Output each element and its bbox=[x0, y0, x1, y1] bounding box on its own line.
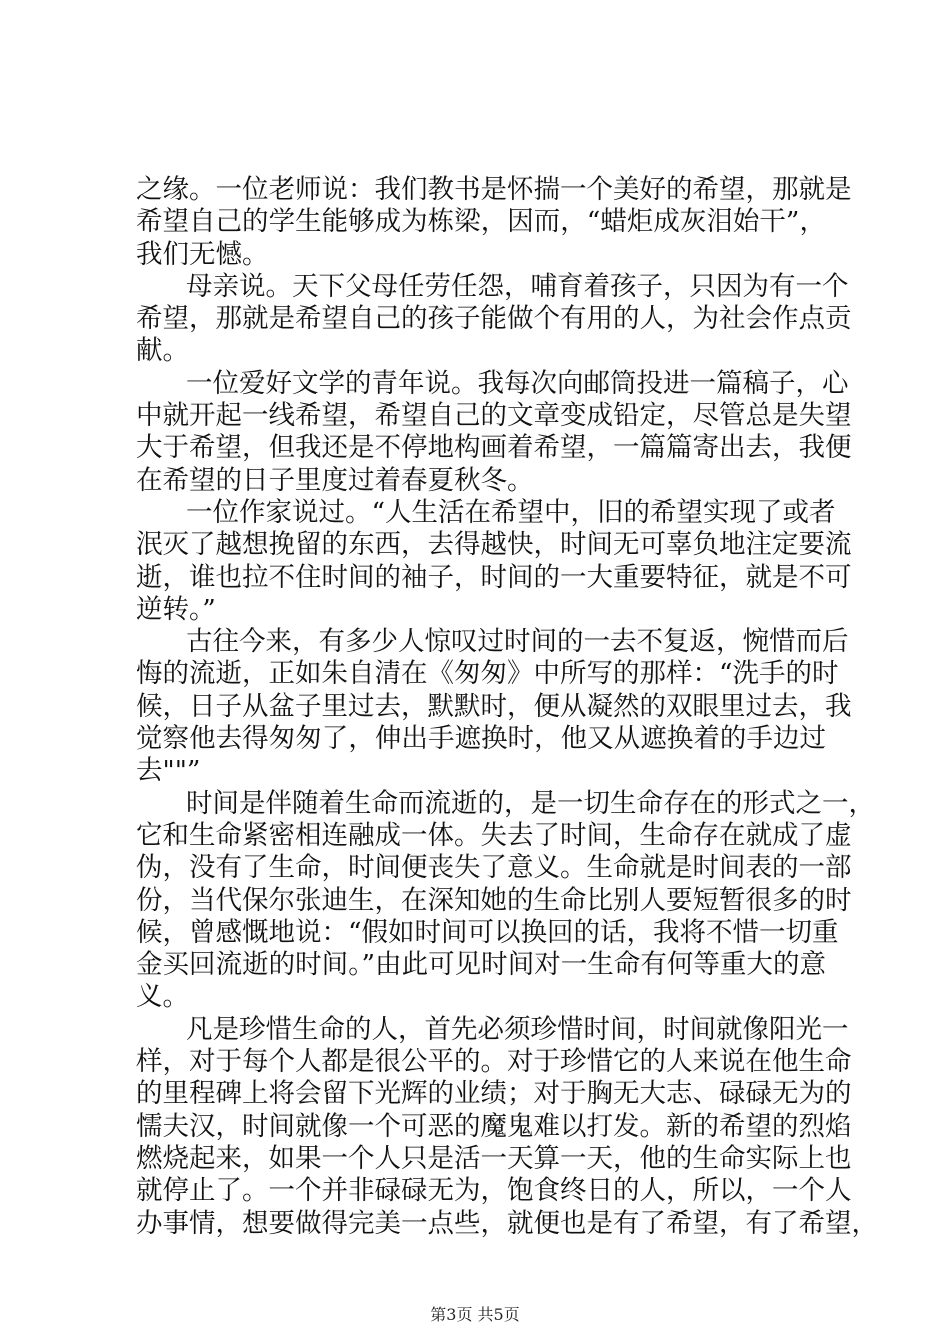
paragraph bbox=[136, 270, 852, 368]
text-line: 义。 bbox=[136, 981, 189, 1013]
text-line: 古往今来，有多少人惊叹过时间的一去不复返，惋惜而后 bbox=[186, 626, 849, 658]
text-line: 去""” bbox=[136, 755, 201, 787]
text-line: 就停止了。一个并非碌碌无为，饱食终日的人，所以，一个人 bbox=[136, 1175, 852, 1207]
text-line: 中就开起一线希望，希望自己的文章变成铅定，尽管总是失望 bbox=[136, 400, 852, 432]
text-line: 一位爱好文学的青年说。我每次向邮筒投进一篇稿子，心 bbox=[186, 367, 849, 399]
text-line: 希望，那就是希望自己的孩子能做个有用的人，为社会作点贡 bbox=[136, 303, 852, 335]
text-line: 份，当代保尔张迪生，在深知她的生命比别人要短暂很多的时 bbox=[136, 884, 852, 916]
text-line: 样，对于每个人都是很公平的。对于珍惜它的人来说在他生命 bbox=[136, 1046, 852, 1078]
text-line: 悔的流逝，正如朱自清在《匆匆》中所写的那样：“洗手的时 bbox=[136, 658, 839, 690]
text-line: 泯灭了越想挽留的东西，去得越快，时间无可辜负地注定要流 bbox=[136, 529, 852, 561]
text-line: 办事情，想要做得完美一点些，就便也是有了希望，有了希望， bbox=[136, 1207, 878, 1239]
text-line: 逆转。” bbox=[136, 593, 216, 625]
paragraph bbox=[136, 367, 852, 497]
text-line: 时间是伴随着生命而流逝的，是一切生命存在的形式之一， bbox=[186, 787, 875, 819]
paragraph bbox=[136, 787, 875, 1014]
text-line: 我们无憾。 bbox=[136, 238, 269, 270]
text-line: 它和生命紧密相连融成一体。失去了时间，生命存在就成了虚 bbox=[136, 819, 852, 851]
text-line: 一位作家说过。“人生活在希望中，旧的希望实现了或者 bbox=[186, 496, 836, 528]
text-line: 候，日子从盆子里过去，默默时，便从凝然的双眼里过去，我 bbox=[136, 690, 852, 722]
text-line: 在希望的日子里度过着春夏秋冬。 bbox=[136, 464, 534, 496]
text-line: 逝，谁也拉不住时间的袖子，时间的一大重要特征，就是不可 bbox=[136, 561, 852, 593]
text-line: 懦夫汉，时间就像一个可恶的魔鬼难以打发。新的希望的烈焰 bbox=[136, 1110, 852, 1142]
page-footer: 第3页 共5页 bbox=[430, 1305, 520, 1324]
paragraph bbox=[136, 496, 852, 626]
paragraph bbox=[136, 174, 852, 271]
text-line: 候，曾感慨地说：“假如时间可以换回的话，我将不惜一切重 bbox=[136, 916, 839, 948]
document-body bbox=[136, 174, 878, 1240]
text-line: 觉察他去得匆匆了，伸出手遮换时，他又从遮换着的手边过 bbox=[136, 723, 826, 755]
text-line: 燃烧起来，如果一个人只是活一天算一天，他的生命实际上也 bbox=[136, 1142, 852, 1174]
text-line: 凡是珍惜生命的人，首先必须珍惜时间，时间就像阳光一 bbox=[186, 1013, 849, 1045]
text-line: 母亲说。天下父母任劳任怨，哺育着孩子，只因为有一个 bbox=[186, 270, 849, 302]
text-line: 金买回流逝的时间。”由此可见时间对一生命有何等重大的意 bbox=[136, 949, 826, 981]
paragraph bbox=[136, 1013, 878, 1240]
text-line: 之缘。一位老师说：我们教书是怀揣一个美好的希望，那就是 bbox=[136, 174, 852, 205]
text-line: 希望自己的学生能够成为栋梁，因而，“蜡炬成灰泪始干”， bbox=[136, 206, 826, 238]
text-line: 大于希望，但我还是不停地构画着希望，一篇篇寄出去，我便 bbox=[136, 432, 852, 464]
text-line: 的里程碑上将会留下光辉的业绩；对于胸无大志、碌碌无为的 bbox=[136, 1078, 852, 1110]
text-line: 献。 bbox=[136, 335, 189, 367]
paragraph bbox=[136, 626, 852, 787]
text-line: 伪，没有了生命，时间便丧失了意义。生命就是时间表的一部 bbox=[136, 852, 852, 884]
